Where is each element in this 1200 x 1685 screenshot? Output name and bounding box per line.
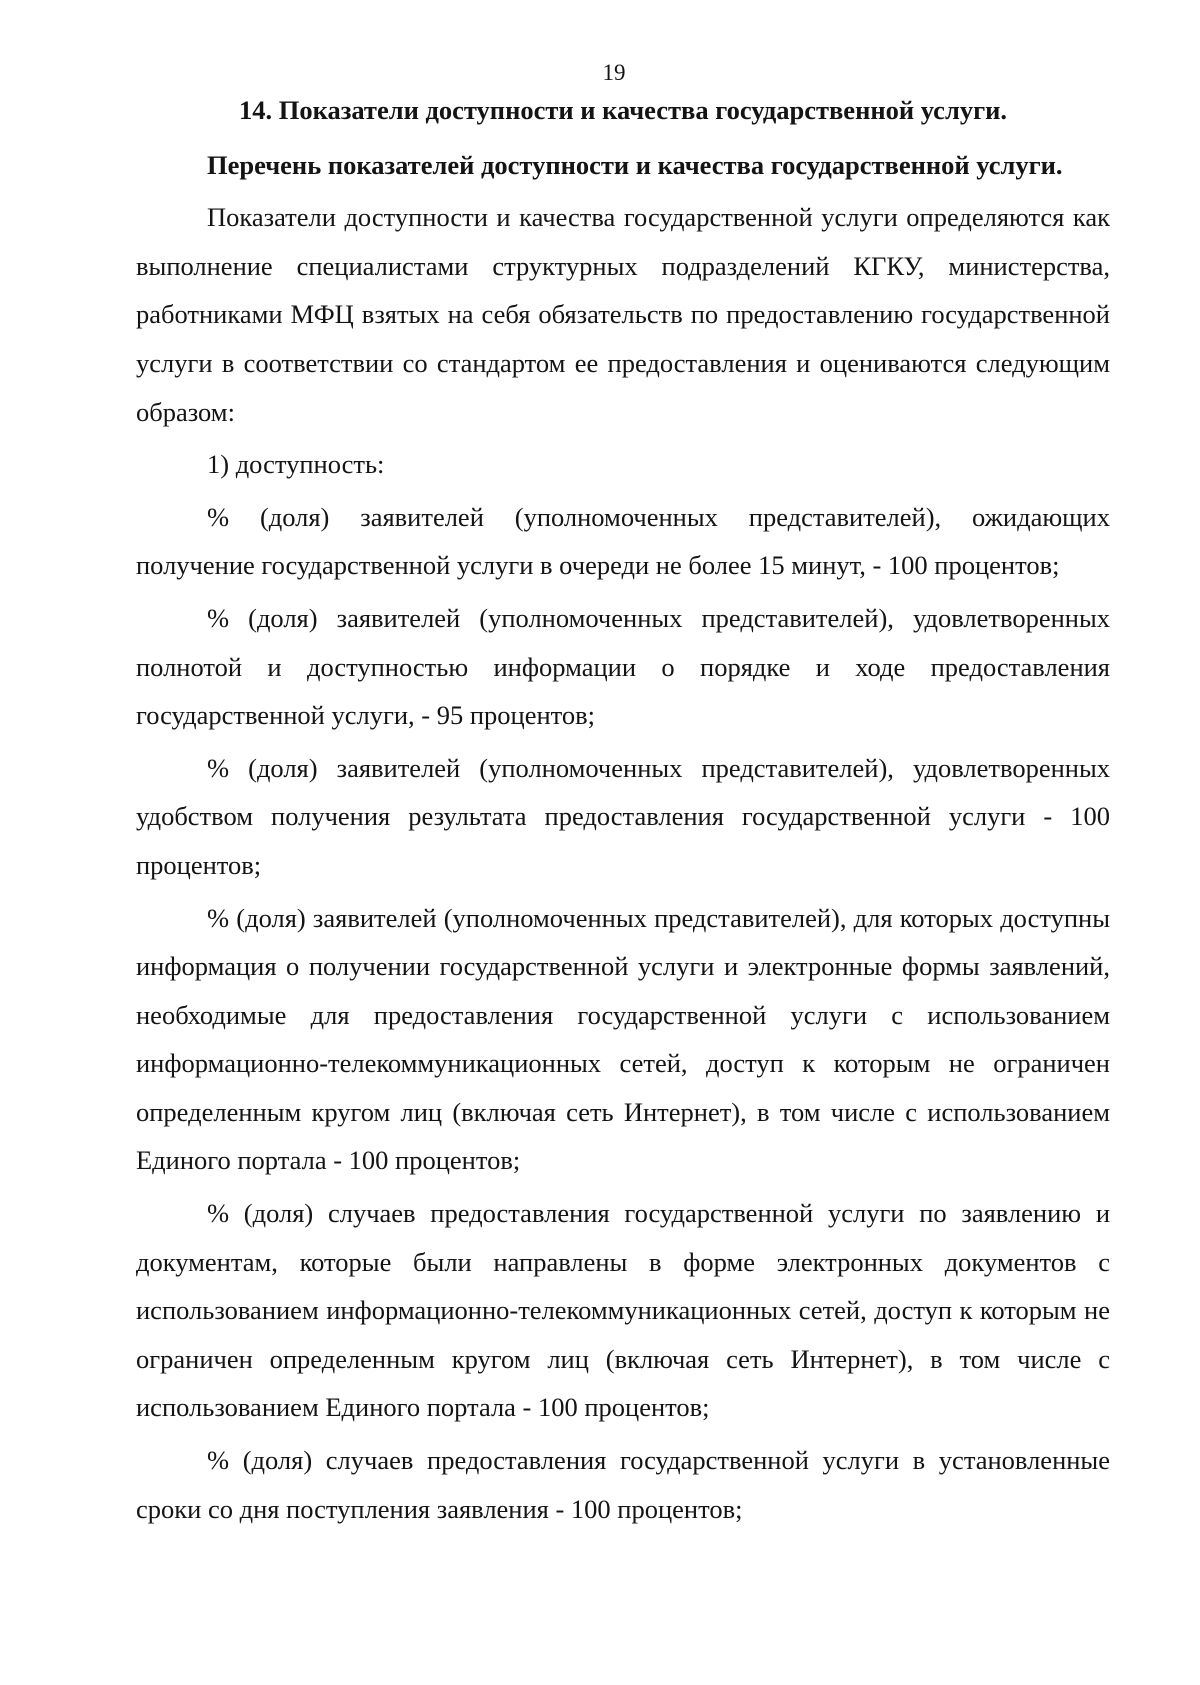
indicator-paragraph: % (доля) случаев предоставления государственной услуги в установленные сроки со дня поступления заявления - 100 процентов; — [136, 1445, 1110, 1524]
document-body — [136, 86, 1110, 1533]
indicator-paragraph: % (доля) заявителей (уполномоченных представителей), удовлетворенных полнотой и доступностью информации о порядке и ходе предоставления государственной услуги, - 95 процентов; — [136, 602, 1110, 731]
indicator-paragraph: % (доля) случаев предоставления государственной услуги по заявлению и документам, которые были направлены в форме электронных документов с использованием информационно-телекоммуникационных сетей, доступ к которым не ограничен определенным кругом лиц (включая сеть Интернет), в том числе с использованием Единого портала - 100 процентов; — [136, 1198, 1110, 1423]
indicator-paragraph: % (доля) заявителей (уполномоченных представителей), ожидающих получение государственной услуги в очереди не более 15 минут, - 100 процентов; — [136, 501, 1110, 581]
intro-paragraph: Показатели доступности и качества государственной услуги определяются как выполнение специалистами структурных подразделений КГКУ, министерства, работниками МФЦ взятых на себя обязательств по предоставлению государственной услуги в соответствии со стандартом ее предоставления и оцениваются следующим образом: — [136, 202, 1110, 427]
item-label-accessibility: 1) доступность: — [207, 449, 385, 480]
indicator-paragraph: % (доля) заявителей (уполномоченных представителей), удовлетворенных удобством получения результата предоставления государственной услуги - 100 процентов; — [136, 752, 1110, 880]
section-heading: 14. Показатели доступности и качества государственной услуги. — [238, 95, 1007, 125]
page-number: 19 — [602, 60, 626, 85]
section-subheading: Перечень показателей доступности и качества государственной услуги. — [207, 149, 1063, 180]
indicator-paragraph: % (доля) заявителей (уполномоченных представителей), для которых доступны информация о получении государственной услуги и электронные формы заявлений, необходимые для предоставления государственной услуги с использованием информационно-телекоммуникационных сетей, доступ к которым не ограничен определенным кругом лиц (включая сеть Интернет), в том числе с использованием Единого портала - 100 процентов; — [136, 902, 1110, 1176]
